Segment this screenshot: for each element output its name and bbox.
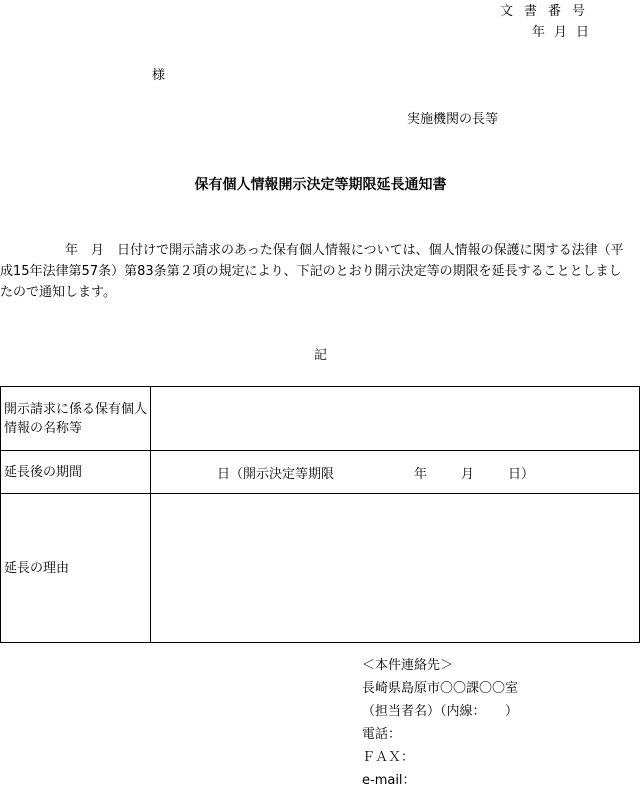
document-number-label: 文書番号 (500, 4, 597, 19)
contact-block (362, 654, 518, 792)
document-title: 保有個人情報開示決定等期限延長通知書 (194, 177, 447, 193)
contact-person: （担当者名）（内線： ） (362, 704, 519, 719)
table-row (1, 494, 640, 643)
period-day-text: 日（開示決定等期限 (217, 466, 335, 482)
date-day: 日 (576, 25, 590, 40)
document-date (532, 21, 598, 40)
issuer-name: 実施機関の長等 (407, 112, 499, 127)
extension-reason-value (151, 494, 640, 643)
ki-heading: 記 (313, 348, 327, 363)
date-month: 月 (554, 25, 568, 40)
item-name-label: 開示請求に係る保有個人情報の名称等 (1, 387, 151, 451)
contact-heading: ＜本件連絡先＞ (362, 658, 454, 673)
contact-fax: ＦＡＸ： (362, 750, 415, 765)
extension-reason-label: 延長の理由 (1, 494, 151, 643)
period-month: 月 (461, 466, 475, 482)
addressee-honorific: 様 (152, 68, 166, 83)
item-name-value (151, 387, 640, 451)
details-table (0, 386, 640, 643)
extended-period-label: 延長後の期間 (1, 451, 151, 494)
period-end: 日） (508, 466, 535, 482)
period-year: 年 (414, 466, 428, 482)
contact-email: e-mail： (362, 773, 416, 788)
body-paragraph: 年 月 日付けで開示請求のあった保有個人情報については、個人情報の保護に関する法律（平成15年法律第57条）第83条第２項の規定により、下記のとおり開示決定等の期限を延長することとしましたので通知します。 (0, 243, 624, 300)
table-row (1, 451, 640, 494)
contact-phone: 電話： (362, 727, 402, 742)
table-row (1, 387, 640, 451)
date-year: 年 (532, 25, 546, 40)
extended-period-value (151, 451, 640, 494)
contact-address: 長崎県島原市〇〇課〇〇室 (362, 681, 519, 696)
